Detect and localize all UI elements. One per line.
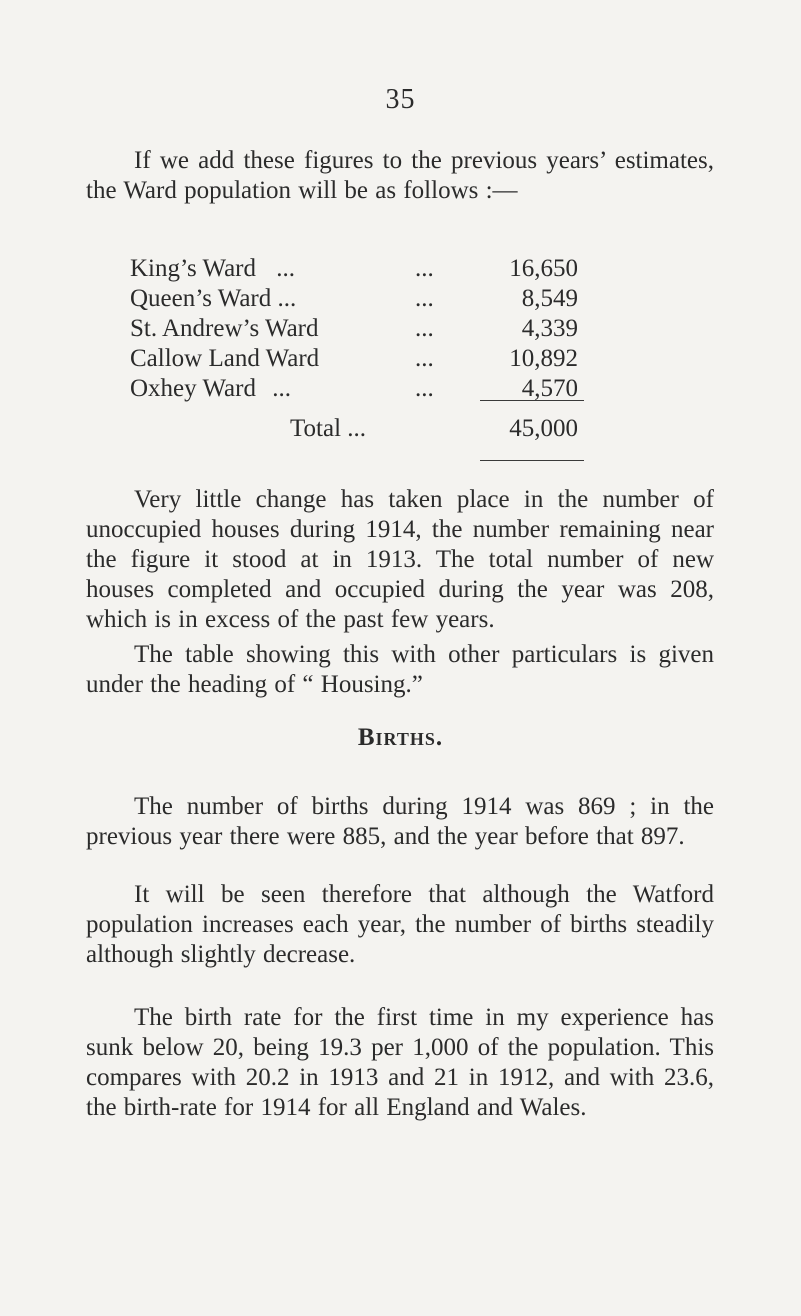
intro-paragraph: If we add these figures to the previous years’ estimates, the Ward population will be as follows :— [86, 147, 714, 204]
ward-value: 8,549 [521, 285, 578, 312]
table-row [130, 254, 630, 284]
ward-name: Oxhey Ward ... [130, 375, 291, 402]
ward-dots: ... [415, 255, 434, 282]
table-row [130, 314, 630, 344]
ward-name: St. Andrew’s Ward [130, 315, 319, 342]
ward-dots: ... [415, 315, 434, 342]
table-row [130, 344, 630, 374]
ward-value: 4,570 [521, 375, 578, 402]
births-count-paragraph: The number of births during 1914 was 869 ; in the previous year there were 885, and the year before that 897. [86, 793, 714, 850]
ward-value: 10,892 [509, 345, 578, 372]
ward-name: Callow Land Ward [130, 345, 320, 372]
ward-name: Queen’s Ward ... [130, 285, 297, 312]
housing-note-paragraph: The table showing this with other particulars is given under the heading of “ Housing.” [86, 641, 714, 698]
ward-dots: ... [415, 345, 434, 372]
ward-name: King’s Ward ... [130, 255, 295, 282]
births-trend-paragraph: It will be seen therefore that although the Watford population increases each year, the number of births steadily although slightly decrease. [86, 881, 714, 968]
total-label: Total ... [290, 415, 367, 442]
ward-dots: ... [415, 285, 434, 312]
total-value: 45,000 [509, 415, 578, 442]
total-rule-bottom [480, 460, 584, 461]
total-rule-top [480, 400, 584, 401]
ward-value: 16,650 [509, 255, 578, 282]
table-row [130, 284, 630, 314]
births-heading: Births. [357, 724, 444, 751]
ward-value: 4,339 [521, 315, 578, 342]
unoccupied-houses-paragraph: Very little change has taken place in the number of unoccupied houses during 1914, the number remaining near the figure it stood at in 1913. The total number of new houses completed and occupied during the year was 208, which is in excess of the past few years. [86, 486, 714, 633]
birth-rate-paragraph: The birth rate for the first time in my experience has sunk below 20, being 19.3 per 1,000 of the population. This compares with 20.2 in 1913 and 21 in 1912, and with 23.6, the birth-rate for 1914 for all England and Wales. [86, 1004, 714, 1121]
page-number: 35 [385, 84, 416, 115]
ward-dots: ... [415, 375, 434, 402]
ward-population-table [130, 254, 630, 404]
total-row [290, 414, 580, 444]
